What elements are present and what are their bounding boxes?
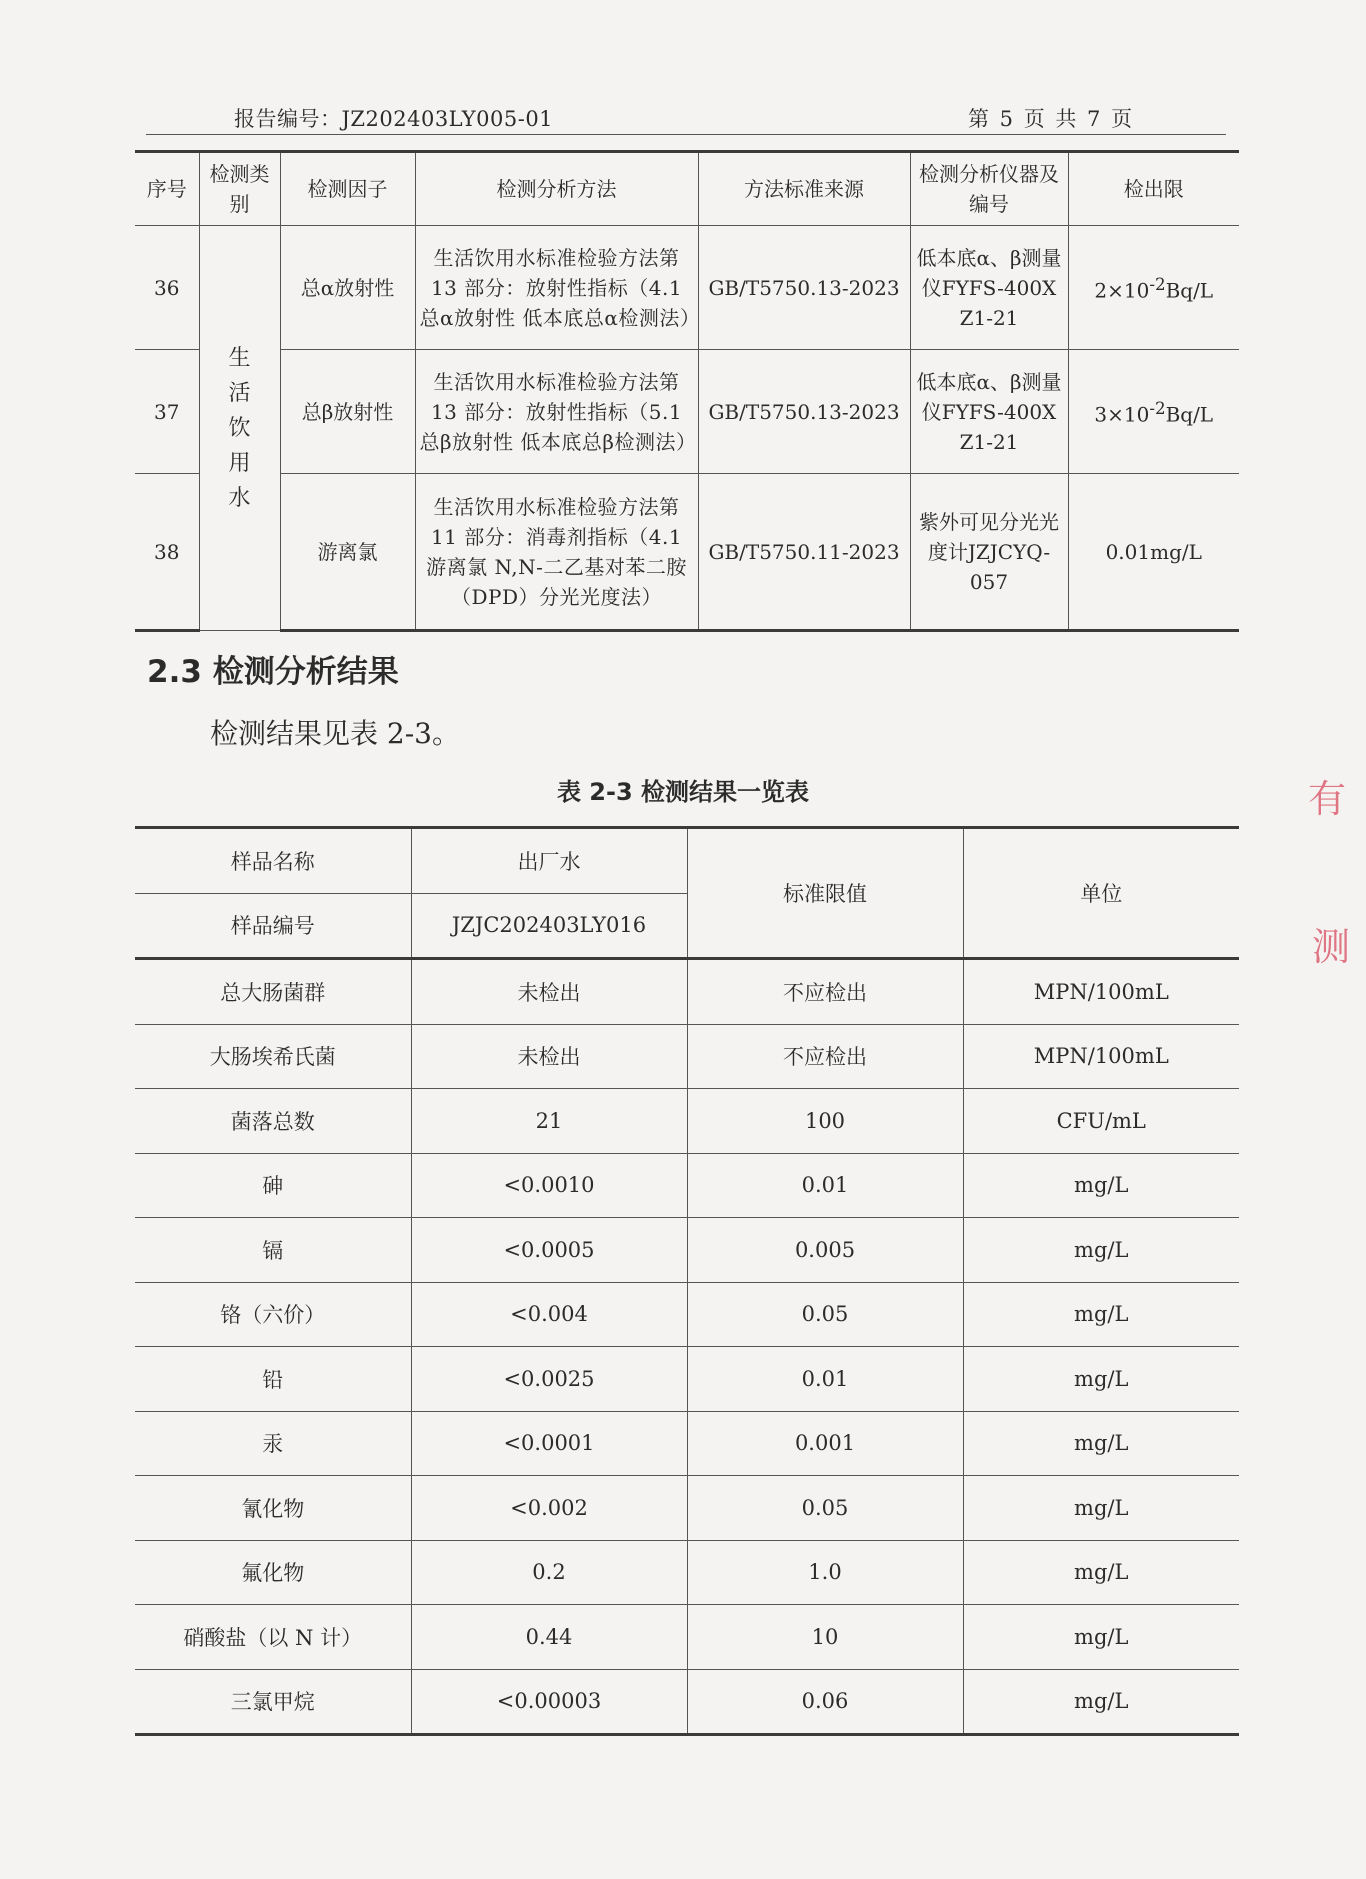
result-cell: <0.0001 [411,1411,687,1476]
limit-header: 标准限值 [687,828,963,959]
result-cell: <0.00003 [411,1669,687,1735]
sample-no-value: JZJC202403LY016 [411,893,687,959]
unit-header: 单位 [963,828,1239,959]
sample-name-value: 出厂水 [411,828,687,894]
table-row [135,1153,1239,1218]
unit-cell: MPN/100mL [963,1024,1239,1089]
unit-cell: mg/L [963,1282,1239,1347]
item-cell: 氟化物 [135,1540,411,1605]
col-header-instrument: 检测分析仪器及编号 [910,152,1068,226]
table-row [135,1089,1239,1154]
col-header-no: 序号 [135,152,199,226]
limit-exponent: -2 [1149,398,1166,418]
result-cell: <0.0025 [411,1347,687,1412]
table-row [135,1347,1239,1412]
results-body [135,959,1239,1735]
limit-cell: 0.01 [687,1347,963,1412]
unit-cell: mg/L [963,1540,1239,1605]
result-cell: <0.0010 [411,1153,687,1218]
col-header-category: 检测类别 [199,152,280,226]
standard-cell: GB/T5750.11-2023 [698,474,910,631]
stamp-char: 有 [1308,777,1347,821]
unit-cell: mg/L [963,1669,1239,1735]
col-header-factor: 检测因子 [280,152,415,226]
table-row [135,1669,1239,1735]
sample-name-label: 样品名称 [135,828,411,894]
table-row [135,959,1239,1025]
body-paragraph: 检测结果见表 2-3。 [210,717,460,750]
standard-cell: GB/T5750.13-2023 [698,350,910,474]
unit-cell: mg/L [963,1218,1239,1283]
result-cell: <0.004 [411,1282,687,1347]
limit-cell [1068,350,1239,474]
table-row [135,1476,1239,1541]
limit-unit: Bq/L [1165,402,1214,427]
sample-name-row [135,828,1239,894]
method-cell: 生活饮用水标准检验方法第 13 部分：放射性指标（4.1 总α放射性 低本底总α检测法） [415,226,698,350]
limit-cell: 不应检出 [687,959,963,1025]
table-row [135,350,1239,474]
seal-stamp [1308,768,1366,1018]
methods-table [135,150,1239,632]
table-row [135,1411,1239,1476]
page-indicator: 第 5 页 共 7 页 [968,107,1135,131]
table-row [135,1218,1239,1283]
unit-cell: mg/L [963,1476,1239,1541]
limit-cell: 0.06 [687,1669,963,1735]
factor-cell: 总β放射性 [280,350,415,474]
limit-base: 2×10 [1094,278,1150,303]
category-text: 生 活 饮 用 水 [228,345,251,511]
limit-cell: 0.01 [687,1153,963,1218]
unit-cell: mg/L [963,1605,1239,1670]
limit-cell: 0.05 [687,1476,963,1541]
results-table-title: 表 2-3 检测结果一览表 [556,778,810,806]
instrument-cell: 低本底α、β测量仪FYFS-400X Z1-21 [910,226,1068,350]
col-header-standard: 方法标准来源 [698,152,910,226]
stamp-char: 测 [1312,925,1351,969]
unit-cell: MPN/100mL [963,959,1239,1025]
table-row [135,474,1239,631]
item-cell: 氰化物 [135,1476,411,1541]
item-cell: 菌落总数 [135,1089,411,1154]
result-cell: 21 [411,1089,687,1154]
limit-cell: 0.01mg/L [1068,474,1239,631]
factor-cell: 游离氯 [280,474,415,631]
limit-cell: 1.0 [687,1540,963,1605]
results-table [135,826,1239,1736]
header-divider [146,134,1226,135]
item-cell: 砷 [135,1153,411,1218]
limit-base: 3×10 [1094,402,1150,427]
limit-cell: 100 [687,1089,963,1154]
limit-cell: 0.001 [687,1411,963,1476]
result-cell: 未检出 [411,959,687,1025]
limit-cell [1068,226,1239,350]
limit-exponent: -2 [1149,274,1166,294]
section-title: 2.3 检测分析结果 [147,654,399,690]
limit-cell: 0.05 [687,1282,963,1347]
item-cell: 三氯甲烷 [135,1669,411,1735]
method-cell: 生活饮用水标准检验方法第 11 部分：消毒剂指标（4.1 游离氯 N,N-二乙基对苯二胺（DPD）分光光度法） [415,474,698,631]
item-cell: 铬（六价） [135,1282,411,1347]
table-row [135,1540,1239,1605]
item-cell: 总大肠菌群 [135,959,411,1025]
table-row [135,1605,1239,1670]
methods-table-header [135,152,1239,226]
sample-no-label: 样品编号 [135,893,411,959]
instrument-cell: 低本底α、β测量仪FYFS-400X Z1-21 [910,350,1068,474]
item-cell: 镉 [135,1218,411,1283]
factor-cell: 总α放射性 [280,226,415,350]
result-cell: <0.002 [411,1476,687,1541]
row-number: 37 [135,350,199,474]
unit-cell: mg/L [963,1153,1239,1218]
item-cell: 铅 [135,1347,411,1412]
item-cell: 硝酸盐（以 N 计） [135,1605,411,1670]
instrument-cell: 紫外可见分光光度计JZJCYQ-057 [910,474,1068,631]
result-cell: 0.2 [411,1540,687,1605]
unit-cell: mg/L [963,1411,1239,1476]
unit-cell: mg/L [963,1347,1239,1412]
table-row [135,1024,1239,1089]
row-number: 36 [135,226,199,350]
method-cell: 生活饮用水标准检验方法第 13 部分：放射性指标（5.1 总β放射性 低本底总β检测法） [415,350,698,474]
table-row [135,1282,1239,1347]
limit-cell: 10 [687,1605,963,1670]
result-cell: 未检出 [411,1024,687,1089]
limit-cell: 0.005 [687,1218,963,1283]
unit-cell: CFU/mL [963,1089,1239,1154]
limit-cell: 不应检出 [687,1024,963,1089]
item-cell: 汞 [135,1411,411,1476]
table-row [135,226,1239,350]
item-cell: 大肠埃希氏菌 [135,1024,411,1089]
col-header-limit: 检出限 [1068,152,1239,226]
limit-unit: Bq/L [1165,278,1214,303]
report-number: 报告编号：JZ202403LY005-01 [234,107,554,131]
col-header-method: 检测分析方法 [415,152,698,226]
standard-cell: GB/T5750.13-2023 [698,226,910,350]
category-cell [199,226,280,631]
result-cell: 0.44 [411,1605,687,1670]
result-cell: <0.0005 [411,1218,687,1283]
row-number: 38 [135,474,199,631]
